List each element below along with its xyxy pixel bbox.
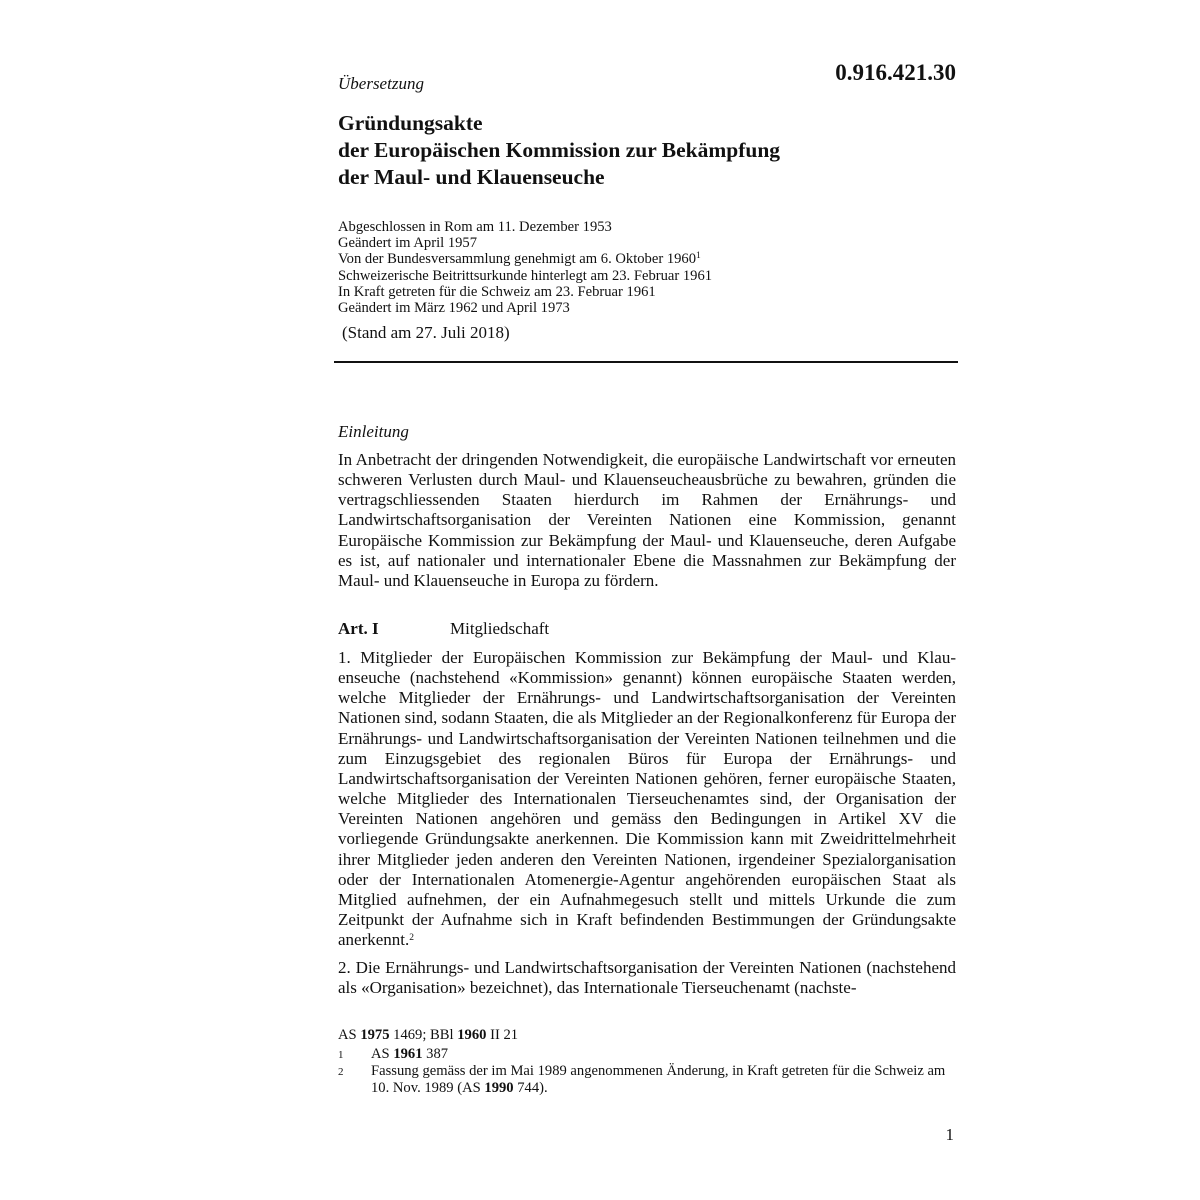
history-approved: Von der Bundesversammlung genehmigt am 6. Oktober 1960$^1$ <box>338 251 701 268</box>
footnotes <box>338 1027 958 1096</box>
article-1-paragraph-1: 1. Mitglieder der Europäischen Kommission zur Bekämpfung der Maul- und Klauenseuche (nachstehend «Kommission» genannt) können europäische Staaten werden, welche Mitglieder der Ernährungs- und Landwirtschaftsorganisation der Vereinten Nationen sind, sodann Staaten, die als Mitglieder an der Regionalkonferenz für Europa der Ernährungs- und Landwirtschaftsorganisation der Vereinten Nationen teilnehmen und die zum Einzugsgebiet des regionalen Büros für Europa der Ernährungs- und Landwirtschaftsorganisation der Vereinten Nationen gehören, ferner europäische Staaten, welche Mitglieder des Internationalen Tierseuchenamtes sind, der Organisation der Vereinten Nationen angehören und gemäss den Bedingungen in Artikel XV die vorliegende Gründungsakte anerkennen. Die Kommission kann mit Zweidrittelmehrheit ihrer Mitglieder jeden anderen den Vereinten Nationen, irgendeiner Spezialorganisation oder der Internationalen Atomenergie-Agentur angehörenden europäischen Staat als Mitglied aufnehmen, der ein Aufnahmegesuch stellt und mittels Urkunde die zum Zeitpunkt der Aufnahme sich in Kraft befindenden Bestimmungen der Gründungsakte anerkennt.$^2$ <box>338 648 956 950</box>
footnote-number: 1 <box>338 1048 344 1061</box>
translation-label: Übersetzung <box>338 74 424 93</box>
enactment-history <box>338 219 978 316</box>
title-divider <box>334 361 958 363</box>
article-number: Art. I <box>338 619 379 638</box>
sr-number: 0.916.421.30 <box>835 60 956 85</box>
introduction-heading: Einleitung <box>338 422 409 441</box>
article-1-paragraph-2: 2. Die Ernährungs- und Landwirtschaftsorganisation der Vereinten Nationen (nachstehend als «Organisation» bezeichnet), das Internationale Tierseuchenamt (nachste- <box>338 958 956 998</box>
footnote-1: 1 AS 1961 387 <box>338 1045 449 1062</box>
status-date: (Stand am 27. Juli 2018) <box>342 323 510 342</box>
article-title: Mitgliedschaft <box>450 619 550 638</box>
page-number: 1 <box>945 1125 954 1144</box>
footnote-number: 2 <box>338 1066 344 1078</box>
footnote-ref-1[interactable]: 1 <box>696 251 701 262</box>
title-line-1: Gründungsakte <box>338 111 483 135</box>
history-amended-1962-1973: Geändert im März 1962 und April 1973 <box>338 300 570 317</box>
title-line-2: der Europäischen Kommission zur Bekämpfung <box>338 138 781 162</box>
history-amended-1957: Geändert im April 1957 <box>338 235 478 252</box>
source-reference: AS 1975 1469; BBl 1960 II 21 <box>338 1027 519 1043</box>
history-deposited: Schweizerische Beitrittsurkunde hinterlegt am 23. Februar 1961 <box>338 267 713 284</box>
article-1-heading <box>338 619 549 639</box>
introduction-paragraph: In Anbetracht der dringenden Notwendigkeit, die europäische Landwirtschaft vor erneuten schweren Verlusten durch Maul- und Klauenseucheausbrüche zu bewahren, gründen die vertragschliessenden Staaten hierdurch im Rahmen der Ernährungs- und Landwirtschaftsorganisation der Vereinten Nationen eine Kommission, genannt Europäische Kommission zur Bekämpfung der Maul- und Klauenseuche, deren Aufgabe es ist, auf nationaler und internationaler Ebene die Massnahmen zur Bekämpfung der Maul- und Klauenseuche in Europa zu fördern. <box>338 450 956 590</box>
title-line-3: der Maul- und Klauenseuche <box>338 165 605 189</box>
history-in-force: In Kraft getreten für die Schweiz am 23. Februar 1961 <box>338 283 656 300</box>
document-title <box>338 110 978 191</box>
footnote-ref-2[interactable]: 2 <box>409 933 415 944</box>
history-concluded: Abgeschlossen in Rom am 11. Dezember 1953 <box>338 219 612 235</box>
footnote-2: 2 Fassung gemäss der im Mai 1989 angenommenen Änderung, in Kraft getreten für die Schweiz am 10. Nov. 1989 (AS 1990 744). <box>338 1063 946 1096</box>
